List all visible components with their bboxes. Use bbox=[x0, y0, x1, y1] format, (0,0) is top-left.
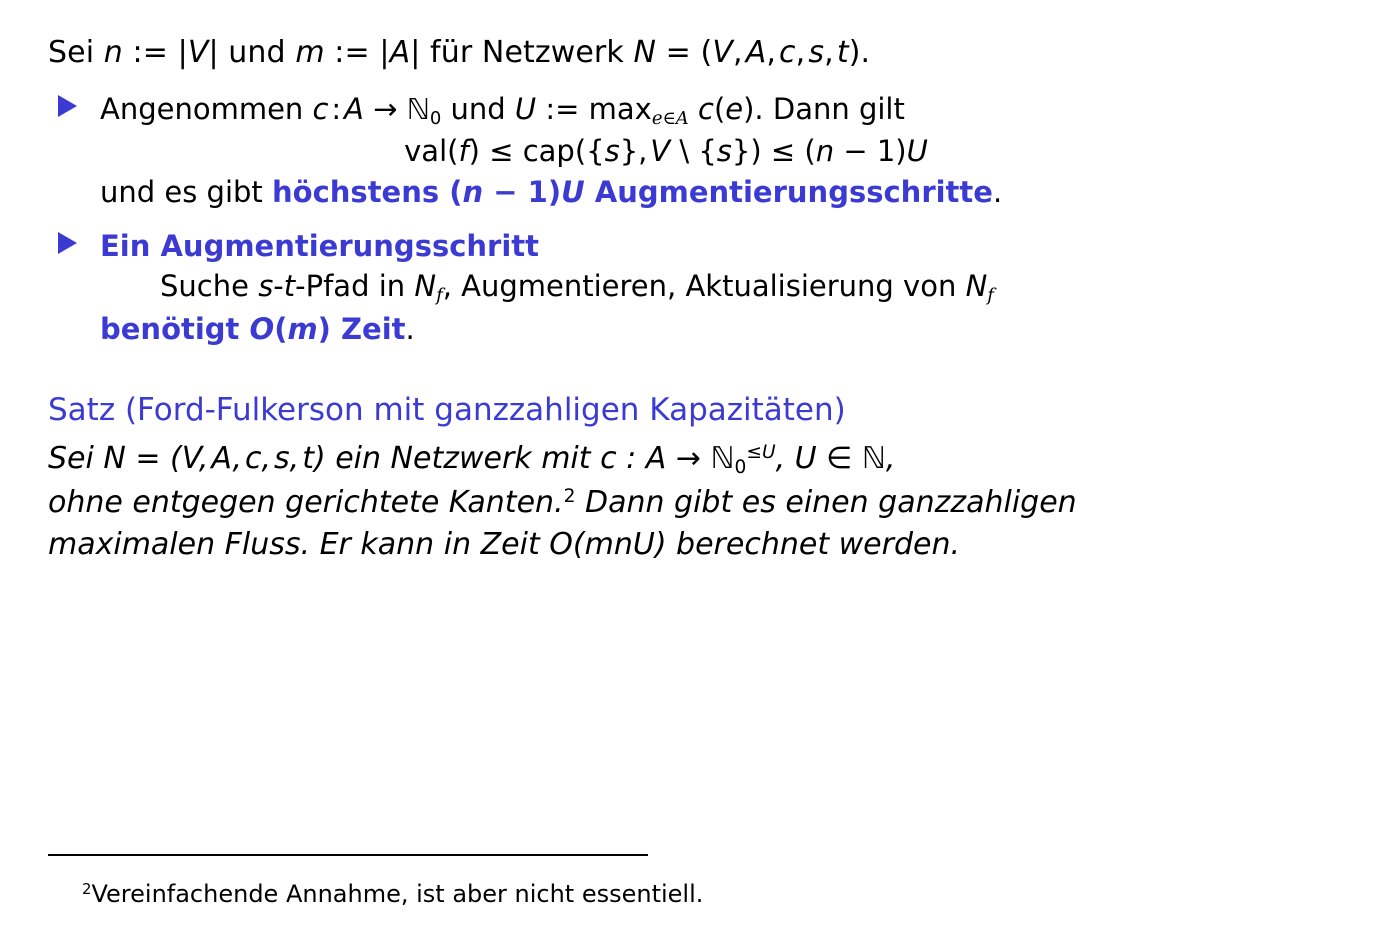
bullet-augmentierungsschritt-closing: benötigt O(m) Zeit. bbox=[100, 311, 415, 346]
bullet-augmentierungsschritt-detail: Suche s-t-Pfad in $N_f$, Augmentieren, Aktualisierung von $N_f$ bbox=[160, 269, 994, 307]
triangle-bullet-icon bbox=[58, 232, 77, 254]
theorem-line-2: ohne entgegen gerichtete Kanten.$^2$ Dann gibt es einen ganzzahligen bbox=[48, 484, 1077, 520]
triangle-bullet-icon bbox=[58, 95, 77, 117]
theorem-line-1: Sei N = (V, A, c, s, t) ein Netzwerk mit c : $A \to ℕ0^{\le U}$, U ∈ ℕ, bbox=[48, 441, 896, 479]
bullet-list bbox=[48, 90, 1352, 349]
theorem-title: Satz (Ford-Fulkerson mit ganzzahligen Kapazitäten) bbox=[48, 392, 846, 429]
bullet-item-augmentierungsschritt bbox=[48, 227, 1352, 348]
bullet-augmentierungsschritt-heading: Ein Augmentierungsschritt bbox=[100, 228, 540, 263]
lead-text-rendered: Sei n := |V| und m := |A| für Netzwerk N = (V, A, c, s, t). bbox=[48, 35, 871, 70]
footnote bbox=[82, 880, 703, 908]
bullet-angenommen-line1: Angenommen c : A → ℕ0 und U := $\max_{e\in A} c(e)$. Dann gilt bbox=[100, 91, 905, 129]
footnote-text: Vereinfachende Annahme, ist aber nicht essentiell. bbox=[91, 880, 704, 908]
footnote-divider bbox=[48, 854, 648, 856]
bullet-angenommen-line2: und es gibt höchstens (n − 1)U Augmentierungsschritte. bbox=[100, 174, 1003, 209]
lead-statement bbox=[48, 34, 1352, 72]
theorem-block bbox=[48, 392, 1352, 567]
bullet-angenommen-formula: val(f) ≤ cap({s}, V \ {s}) ≤ (n − 1)U bbox=[404, 134, 928, 169]
theorem-body bbox=[48, 438, 1308, 567]
theorem-line-3: maximalen Fluss. Er kann in Zeit O(mnU) berechnet werden. bbox=[48, 527, 960, 563]
footnote-marker: 2 bbox=[82, 879, 92, 898]
bullet-item-angenommen bbox=[48, 90, 1352, 211]
